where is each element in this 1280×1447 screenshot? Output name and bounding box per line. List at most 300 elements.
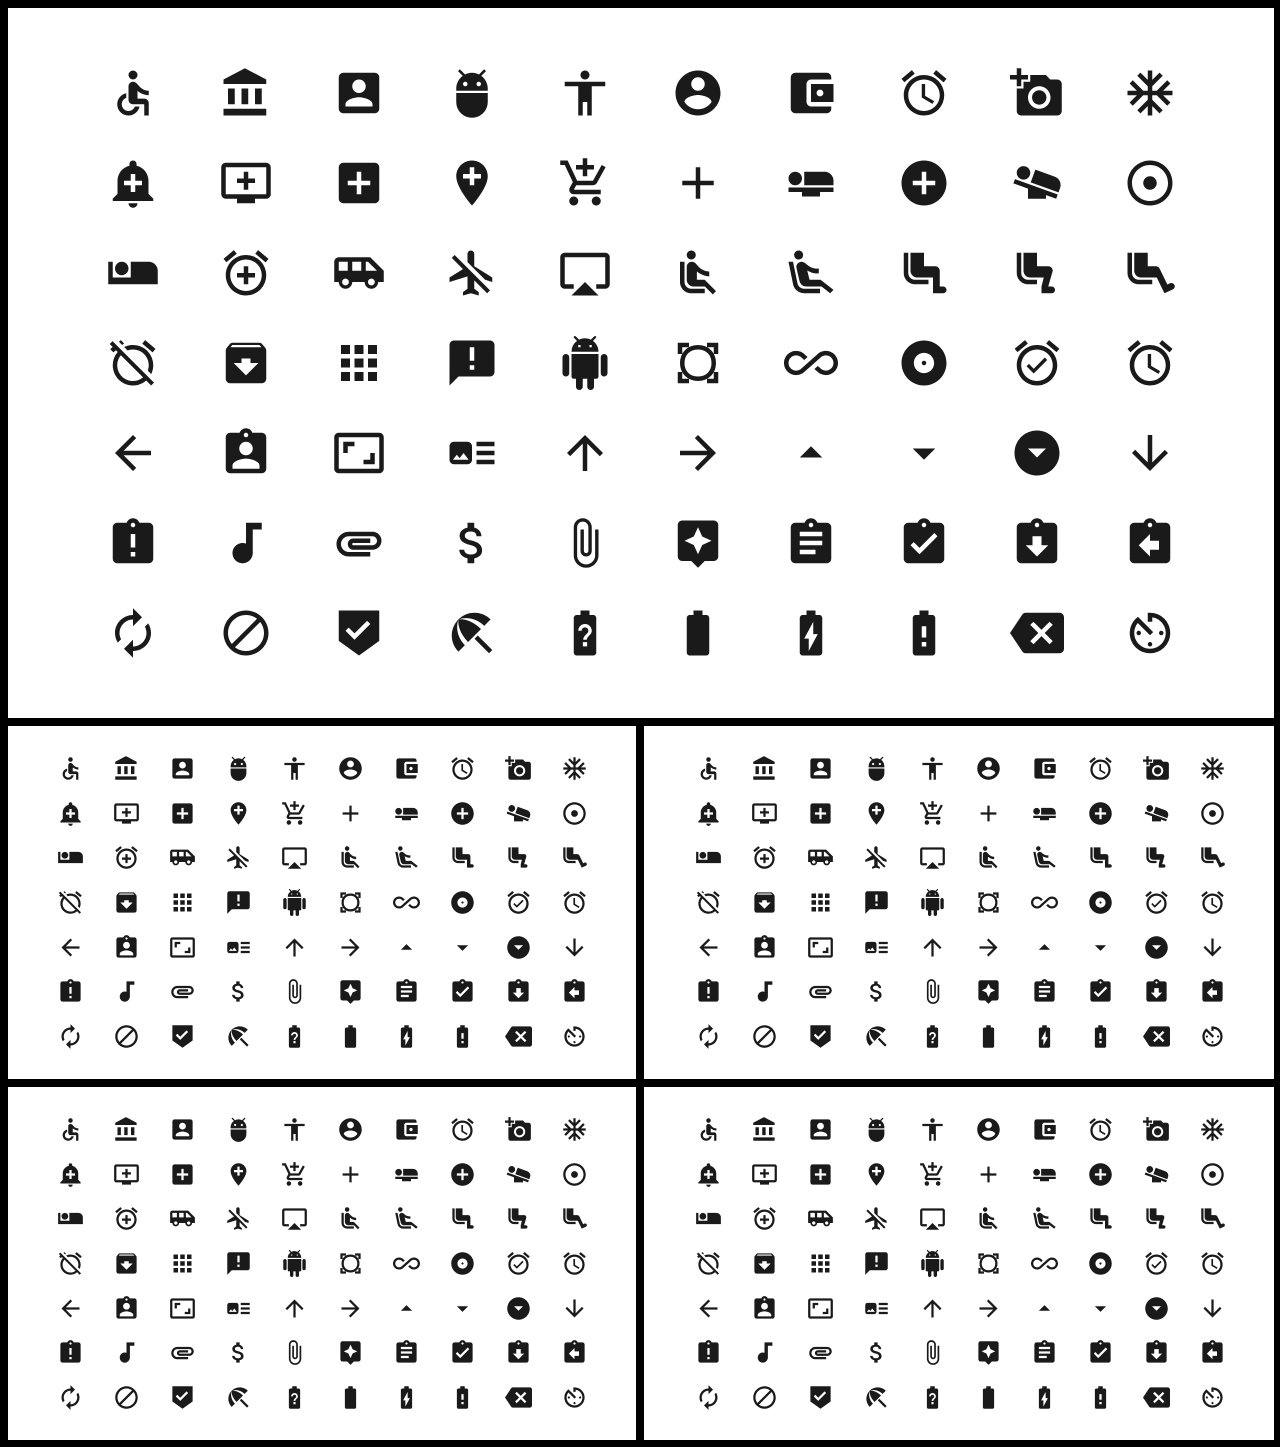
alarm-off-icon (76, 318, 189, 408)
assignment-returned-icon (490, 1331, 546, 1376)
assignment-return-icon (546, 970, 602, 1015)
attach-money-icon (848, 970, 904, 1015)
add-alarm-icon (189, 228, 302, 318)
apps-icon (302, 318, 415, 408)
assistant-icon (322, 1331, 378, 1376)
attach-money-icon (848, 1331, 904, 1376)
adb-icon (848, 1107, 904, 1152)
all-inclusive-icon (1016, 880, 1072, 925)
add-circle-icon (867, 138, 980, 228)
airline-seat-legroom-normal-icon (434, 835, 490, 880)
add-location-icon (848, 791, 904, 836)
aspect-ratio-corners-icon (322, 1241, 378, 1286)
all-inclusive-icon (754, 318, 867, 408)
alarm-on-icon (1128, 880, 1184, 925)
add-icon (960, 1152, 1016, 1197)
add-alarm-icon (98, 1196, 154, 1241)
add-alarm-icon (736, 1196, 792, 1241)
accessibility-icon (266, 1107, 322, 1152)
assignment-icon (1016, 1331, 1072, 1376)
announcement-icon (210, 880, 266, 925)
block-icon (98, 1014, 154, 1059)
autorenew-icon (42, 1014, 98, 1059)
add-location-icon (415, 138, 528, 228)
assignment-icon (378, 1331, 434, 1376)
autorenew-icon (680, 1014, 736, 1059)
add-to-queue-icon (98, 1152, 154, 1197)
airline-seat-legroom-normal-icon (1072, 1196, 1128, 1241)
small-icon-sheet-1 (8, 726, 636, 1079)
adb-icon (210, 746, 266, 791)
arrow-back-icon (680, 925, 736, 970)
icon-grid (76, 48, 1206, 678)
access-alarm-icon (1072, 1107, 1128, 1152)
accessibility-icon (266, 746, 322, 791)
accessible-icon (76, 48, 189, 138)
attachment-icon (792, 970, 848, 1015)
aspect-ratio-icon (792, 1286, 848, 1331)
autorenew-icon (42, 1375, 98, 1420)
airline-seat-recline-normal-icon (322, 835, 378, 880)
attach-file-icon (904, 970, 960, 1015)
account-box-icon (302, 48, 415, 138)
arrow-drop-down-circle-icon (490, 1286, 546, 1331)
verified-user-icon (154, 1014, 210, 1059)
attachment-icon (792, 1331, 848, 1376)
av-timer-icon (1093, 588, 1206, 678)
album-icon (1072, 880, 1128, 925)
add-alert-icon (42, 1152, 98, 1197)
alarm-off-icon (42, 880, 98, 925)
art-track-icon (848, 925, 904, 970)
announcement-icon (848, 1241, 904, 1286)
arrow-drop-down-circle-icon (980, 408, 1093, 498)
archive-icon (98, 1241, 154, 1286)
arrow-drop-down-icon (434, 925, 490, 970)
assignment-late-icon (42, 970, 98, 1015)
airplay-icon (904, 835, 960, 880)
battery-full-icon (322, 1014, 378, 1059)
accessible-icon (680, 746, 736, 791)
battery-full-icon (960, 1014, 1016, 1059)
airplay-icon (904, 1196, 960, 1241)
airline-seat-recline-extra-icon (1016, 1196, 1072, 1241)
arrow-upward-icon (266, 925, 322, 970)
assignment-late-icon (680, 970, 736, 1015)
attach-money-icon (210, 970, 266, 1015)
account-circle-icon (322, 746, 378, 791)
airport-shuttle-icon (792, 1196, 848, 1241)
assignment-late-icon (42, 1331, 98, 1376)
add-circle-icon (434, 1152, 490, 1197)
android-icon (266, 880, 322, 925)
assignment-ind-icon (736, 1286, 792, 1331)
arrow-upward-icon (528, 408, 641, 498)
assignment-turned-in-icon (1072, 1331, 1128, 1376)
add-shopping-cart-icon (266, 791, 322, 836)
assignment-return-icon (1184, 970, 1240, 1015)
assignment-return-icon (546, 1331, 602, 1376)
android-icon (904, 1241, 960, 1286)
airline-seat-legroom-reduced-icon (490, 1196, 546, 1241)
airline-seat-recline-extra-icon (378, 835, 434, 880)
arrow-drop-up-icon (378, 925, 434, 970)
airline-seat-recline-normal-icon (960, 835, 1016, 880)
archive-icon (736, 880, 792, 925)
arrow-downward-icon (546, 925, 602, 970)
alarm-icon (546, 880, 602, 925)
account-balance-icon (189, 48, 302, 138)
assignment-turned-in-icon (434, 1331, 490, 1376)
arrow-upward-icon (904, 925, 960, 970)
airline-seat-flat-angled-icon (490, 791, 546, 836)
accessibility-icon (904, 1107, 960, 1152)
arrow-forward-icon (322, 925, 378, 970)
beach-access-icon (415, 588, 528, 678)
account-box-icon (792, 1107, 848, 1152)
account-box-icon (792, 746, 848, 791)
add-alert-icon (680, 1152, 736, 1197)
add-to-queue-icon (736, 791, 792, 836)
aspect-ratio-icon (154, 925, 210, 970)
icon-grid (42, 746, 602, 1059)
ac-unit-icon (1093, 48, 1206, 138)
battery-full-icon (322, 1375, 378, 1420)
assignment-turned-in-icon (1072, 970, 1128, 1015)
add-shopping-cart-icon (904, 1152, 960, 1197)
airline-seat-flat-icon (754, 138, 867, 228)
add-location-icon (848, 1152, 904, 1197)
autorenew-icon (680, 1375, 736, 1420)
assignment-ind-icon (189, 408, 302, 498)
battery-alert-icon (867, 588, 980, 678)
alarm-icon (546, 1241, 602, 1286)
arrow-drop-down-circle-icon (490, 925, 546, 970)
icon-grid (680, 1107, 1240, 1420)
audiotrack-icon (189, 498, 302, 588)
assignment-returned-icon (1128, 970, 1184, 1015)
small-icon-sheet-2 (644, 726, 1274, 1079)
add-a-photo-icon (1128, 746, 1184, 791)
arrow-drop-up-icon (754, 408, 867, 498)
airline-seat-legroom-normal-icon (1072, 835, 1128, 880)
attach-money-icon (210, 1331, 266, 1376)
airline-seat-recline-extra-icon (1016, 835, 1072, 880)
airport-shuttle-icon (154, 1196, 210, 1241)
airline-seat-legroom-extra-icon (1184, 1196, 1240, 1241)
verified-user-icon (792, 1375, 848, 1420)
add-location-icon (210, 791, 266, 836)
art-track-icon (848, 1286, 904, 1331)
ac-unit-icon (546, 1107, 602, 1152)
arrow-drop-up-icon (1016, 925, 1072, 970)
arrow-forward-icon (322, 1286, 378, 1331)
attach-file-icon (904, 1331, 960, 1376)
album-icon (434, 1241, 490, 1286)
album-icon (434, 880, 490, 925)
airline-seat-recline-normal-icon (322, 1196, 378, 1241)
account-circle-icon (641, 48, 754, 138)
add-box-icon (792, 791, 848, 836)
airport-shuttle-icon (792, 835, 848, 880)
add-to-queue-icon (736, 1152, 792, 1197)
add-a-photo-icon (490, 746, 546, 791)
ac-unit-icon (546, 746, 602, 791)
aspect-ratio-icon (154, 1286, 210, 1331)
archive-icon (98, 880, 154, 925)
backspace-icon (1128, 1375, 1184, 1420)
add-shopping-cart-icon (904, 791, 960, 836)
alarm-icon (1093, 318, 1206, 408)
account-box-icon (154, 1107, 210, 1152)
battery-alert-icon (434, 1014, 490, 1059)
block-icon (736, 1014, 792, 1059)
backspace-icon (490, 1014, 546, 1059)
arrow-downward-icon (1093, 408, 1206, 498)
alarm-off-icon (680, 1241, 736, 1286)
airline-seat-recline-normal-icon (960, 1196, 1016, 1241)
airline-seat-flat-icon (378, 1152, 434, 1197)
airline-seat-flat-angled-icon (980, 138, 1093, 228)
assistant-icon (322, 970, 378, 1015)
all-inclusive-icon (1016, 1241, 1072, 1286)
airline-seat-individual-suite-icon (680, 835, 736, 880)
account-balance-icon (98, 1107, 154, 1152)
assignment-returned-icon (490, 970, 546, 1015)
block-icon (189, 588, 302, 678)
accessible-icon (42, 1107, 98, 1152)
battery-alert-icon (1072, 1014, 1128, 1059)
arrow-upward-icon (266, 1286, 322, 1331)
airline-seat-flat-icon (378, 791, 434, 836)
announcement-icon (848, 880, 904, 925)
access-alarm-icon (867, 48, 980, 138)
assistant-icon (960, 970, 1016, 1015)
apps-icon (154, 1241, 210, 1286)
beach-access-icon (210, 1375, 266, 1420)
add-shopping-cart-icon (528, 138, 641, 228)
verified-user-icon (302, 588, 415, 678)
alarm-off-icon (42, 1241, 98, 1286)
accessible-icon (42, 746, 98, 791)
android-icon (266, 1241, 322, 1286)
apps-icon (792, 880, 848, 925)
airplanemode-inactive-icon (848, 835, 904, 880)
backspace-icon (490, 1375, 546, 1420)
account-balance-wallet-icon (1016, 1107, 1072, 1152)
battery-charging-full-icon (1016, 1375, 1072, 1420)
apps-icon (154, 880, 210, 925)
beach-access-icon (210, 1014, 266, 1059)
airport-shuttle-icon (154, 835, 210, 880)
beach-access-icon (848, 1014, 904, 1059)
add-box-icon (792, 1152, 848, 1197)
attach-file-icon (266, 1331, 322, 1376)
beach-access-icon (848, 1375, 904, 1420)
battery-unknown-icon (266, 1014, 322, 1059)
aspect-ratio-corners-icon (322, 880, 378, 925)
small-icon-sheet-4 (644, 1087, 1274, 1440)
add-icon (322, 1152, 378, 1197)
add-alert-icon (42, 791, 98, 836)
assignment-returned-icon (980, 498, 1093, 588)
arrow-downward-icon (1184, 925, 1240, 970)
battery-charging-full-icon (754, 588, 867, 678)
airline-seat-legroom-extra-icon (546, 835, 602, 880)
account-balance-wallet-icon (378, 1107, 434, 1152)
adjust-icon (1184, 791, 1240, 836)
add-circle-icon (434, 791, 490, 836)
airline-seat-flat-angled-icon (1128, 1152, 1184, 1197)
add-alarm-icon (736, 835, 792, 880)
alarm-icon (1184, 880, 1240, 925)
airline-seat-flat-angled-icon (1128, 791, 1184, 836)
assignment-icon (378, 970, 434, 1015)
airplay-icon (528, 228, 641, 318)
alarm-on-icon (980, 318, 1093, 408)
airport-shuttle-icon (302, 228, 415, 318)
airline-seat-legroom-reduced-icon (980, 228, 1093, 318)
airline-seat-recline-extra-icon (754, 228, 867, 318)
arrow-forward-icon (641, 408, 754, 498)
access-alarm-icon (434, 746, 490, 791)
attach-file-icon (528, 498, 641, 588)
airplanemode-inactive-icon (210, 1196, 266, 1241)
airline-seat-flat-angled-icon (490, 1152, 546, 1197)
add-icon (960, 791, 1016, 836)
adjust-icon (1184, 1152, 1240, 1197)
add-alert-icon (680, 791, 736, 836)
apps-icon (792, 1241, 848, 1286)
assistant-icon (960, 1331, 1016, 1376)
art-track-icon (415, 408, 528, 498)
add-alert-icon (76, 138, 189, 228)
add-location-icon (210, 1152, 266, 1197)
assignment-late-icon (76, 498, 189, 588)
battery-unknown-icon (904, 1014, 960, 1059)
audiotrack-icon (736, 1331, 792, 1376)
assistant-icon (641, 498, 754, 588)
adjust-icon (546, 1152, 602, 1197)
av-timer-icon (1184, 1375, 1240, 1420)
alarm-on-icon (490, 880, 546, 925)
announcement-icon (415, 318, 528, 408)
icon-grid (680, 746, 1240, 1059)
airline-seat-legroom-extra-icon (1093, 228, 1206, 318)
verified-user-icon (792, 1014, 848, 1059)
arrow-drop-down-circle-icon (1128, 925, 1184, 970)
battery-unknown-icon (528, 588, 641, 678)
add-a-photo-icon (980, 48, 1093, 138)
block-icon (736, 1375, 792, 1420)
battery-alert-icon (434, 1375, 490, 1420)
small-icon-sheet-3 (8, 1087, 636, 1440)
all-inclusive-icon (378, 880, 434, 925)
audiotrack-icon (98, 970, 154, 1015)
accessible-icon (680, 1107, 736, 1152)
airline-seat-flat-icon (1016, 1152, 1072, 1197)
airplanemode-inactive-icon (415, 228, 528, 318)
arrow-back-icon (680, 1286, 736, 1331)
account-balance-wallet-icon (754, 48, 867, 138)
add-circle-icon (1072, 791, 1128, 836)
add-box-icon (302, 138, 415, 228)
airline-seat-legroom-reduced-icon (490, 835, 546, 880)
access-alarm-icon (434, 1107, 490, 1152)
arrow-drop-down-icon (1072, 925, 1128, 970)
aspect-ratio-corners-icon (960, 880, 1016, 925)
backspace-icon (1128, 1014, 1184, 1059)
battery-charging-full-icon (378, 1014, 434, 1059)
backspace-icon (980, 588, 1093, 678)
adb-icon (210, 1107, 266, 1152)
assignment-late-icon (680, 1331, 736, 1376)
airline-seat-individual-suite-icon (680, 1196, 736, 1241)
aspect-ratio-corners-icon (641, 318, 754, 408)
arrow-drop-down-icon (867, 408, 980, 498)
av-timer-icon (546, 1014, 602, 1059)
assignment-turned-in-icon (867, 498, 980, 588)
arrow-drop-down-icon (434, 1286, 490, 1331)
av-timer-icon (1184, 1014, 1240, 1059)
ac-unit-icon (1184, 746, 1240, 791)
accessibility-icon (528, 48, 641, 138)
attachment-icon (154, 970, 210, 1015)
archive-icon (189, 318, 302, 408)
arrow-downward-icon (1184, 1286, 1240, 1331)
assignment-turned-in-icon (434, 970, 490, 1015)
album-icon (1072, 1241, 1128, 1286)
alarm-icon (1184, 1241, 1240, 1286)
assignment-icon (754, 498, 867, 588)
arrow-upward-icon (904, 1286, 960, 1331)
aspect-ratio-icon (792, 925, 848, 970)
airplanemode-inactive-icon (210, 835, 266, 880)
aspect-ratio-corners-icon (960, 1241, 1016, 1286)
account-balance-wallet-icon (378, 746, 434, 791)
account-balance-wallet-icon (1016, 746, 1072, 791)
airline-seat-legroom-normal-icon (867, 228, 980, 318)
block-icon (98, 1375, 154, 1420)
alarm-off-icon (680, 880, 736, 925)
account-balance-icon (736, 1107, 792, 1152)
archive-icon (736, 1241, 792, 1286)
arrow-back-icon (42, 1286, 98, 1331)
ac-unit-icon (1184, 1107, 1240, 1152)
add-circle-icon (1072, 1152, 1128, 1197)
airline-seat-recline-extra-icon (378, 1196, 434, 1241)
account-circle-icon (960, 746, 1016, 791)
art-track-icon (210, 1286, 266, 1331)
attachment-icon (302, 498, 415, 588)
add-to-queue-icon (98, 791, 154, 836)
android-icon (904, 880, 960, 925)
android-icon (528, 318, 641, 408)
large-icon-sheet (8, 8, 1274, 718)
airline-seat-flat-icon (1016, 791, 1072, 836)
airline-seat-individual-suite-icon (76, 228, 189, 318)
adjust-icon (546, 791, 602, 836)
add-to-queue-icon (189, 138, 302, 228)
adb-icon (415, 48, 528, 138)
arrow-drop-up-icon (378, 1286, 434, 1331)
arrow-back-icon (42, 925, 98, 970)
assignment-returned-icon (1128, 1331, 1184, 1376)
battery-full-icon (960, 1375, 1016, 1420)
airline-seat-recline-normal-icon (641, 228, 754, 318)
battery-charging-full-icon (1016, 1014, 1072, 1059)
account-circle-icon (960, 1107, 1016, 1152)
